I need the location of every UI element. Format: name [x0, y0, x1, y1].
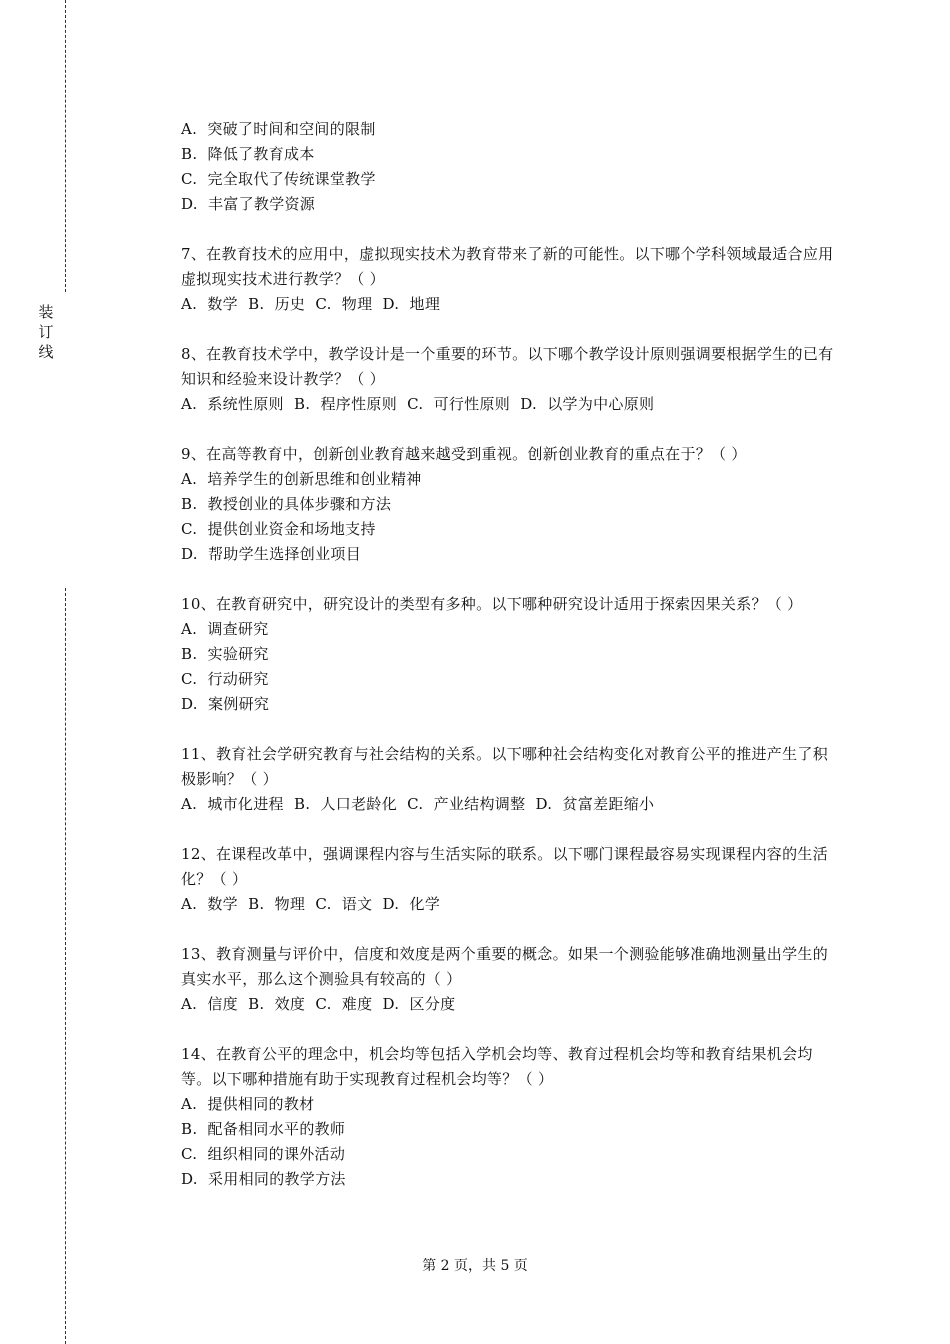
- question-block: [181, 442, 841, 567]
- option: A. 系统性原则 B. 程序性原则 C. 可行性原则 D. 以学为中心原则: [181, 395, 655, 413]
- question-block: [181, 242, 841, 317]
- binding-label: [36, 302, 56, 362]
- question-text: 12、在课程改革中，强调课程内容与生活实际的联系。以下哪门课程最容易实现课程内容的生活化？（ ）: [181, 845, 828, 888]
- option: B. 教授创业的具体步骤和方法: [181, 495, 392, 513]
- option: A. 城市化进程 B. 人口老龄化 C. 产业结构调整 D. 贫富差距缩小: [181, 795, 655, 813]
- binding-char: 订: [38, 323, 54, 341]
- question-text: 13、教育测量与评价中，信度和效度是两个重要的概念。如果一个测验能够准确地测量出学生的真实水平，那么这个测验具有较高的（ ）: [181, 945, 828, 988]
- question-block: [181, 842, 841, 917]
- option: C. 行动研究: [181, 670, 269, 688]
- option: C. 组织相同的课外活动: [181, 1145, 346, 1163]
- option: A. 提供相同的教材: [181, 1095, 315, 1113]
- question-text: 14、在教育公平的理念中，机会均等包括入学机会均等、教育过程机会均等和教育结果机会均等。以下哪种措施有助于实现教育过程机会均等？（ ）: [181, 1045, 813, 1088]
- question-text: 10、在教育研究中，研究设计的类型有多种。以下哪种研究设计适用于探索因果关系？（ ）: [181, 595, 803, 613]
- question-block: [181, 1042, 841, 1192]
- binding-char: 线: [38, 343, 54, 361]
- option: C. 提供创业资金和场地支持: [181, 520, 376, 538]
- option: B. 实验研究: [181, 645, 269, 663]
- option: D. 帮助学生选择创业项目: [181, 545, 361, 563]
- option: D. 丰富了教学资源: [181, 195, 316, 213]
- question-block: [181, 117, 841, 217]
- option: A. 培养学生的创新思维和创业精神: [181, 470, 422, 488]
- option: A. 调查研究: [181, 620, 269, 638]
- question-list: [181, 117, 841, 1192]
- question-block: [181, 942, 841, 1017]
- binding-line-bottom: [65, 588, 66, 1344]
- option: A. 信度 B. 效度 C. 难度 D. 区分度: [181, 995, 456, 1013]
- question-block: [181, 742, 841, 817]
- option: D. 采用相同的教学方法: [181, 1170, 346, 1188]
- option: A. 数学 B. 历史 C. 物理 D. 地理: [181, 295, 441, 313]
- page-number: 第 2 页，共 5 页: [422, 1258, 528, 1274]
- option: C. 完全取代了传统课堂教学: [181, 170, 376, 188]
- question-text: 11、教育社会学研究教育与社会结构的关系。以下哪种社会结构变化对教育公平的推进产生了积极影响？（ ）: [181, 745, 828, 788]
- question-block: [181, 342, 841, 417]
- binding-line-top: [65, 0, 66, 292]
- option: B. 配备相同水平的教师: [181, 1120, 346, 1138]
- option: B. 降低了教育成本: [181, 145, 315, 163]
- question-text: 7、在教育技术的应用中，虚拟现实技术为教育带来了新的可能性。以下哪个学科领域最适合应用虚拟现实技术进行教学？（ ）: [181, 245, 834, 288]
- binding-char: 装: [38, 303, 54, 321]
- question-block: [181, 592, 841, 717]
- option: A. 数学 B. 物理 C. 语文 D. 化学: [181, 895, 441, 913]
- option: A. 突破了时间和空间的限制: [181, 120, 376, 138]
- question-text: 9、在高等教育中，创新创业教育越来越受到重视。创新创业教育的重点在于？（ ）: [181, 445, 747, 463]
- question-text: 8、在教育技术学中，教学设计是一个重要的环节。以下哪个教学设计原则强调要根据学生的已有知识和经验来设计教学？（ ）: [181, 345, 834, 388]
- option: D. 案例研究: [181, 695, 270, 713]
